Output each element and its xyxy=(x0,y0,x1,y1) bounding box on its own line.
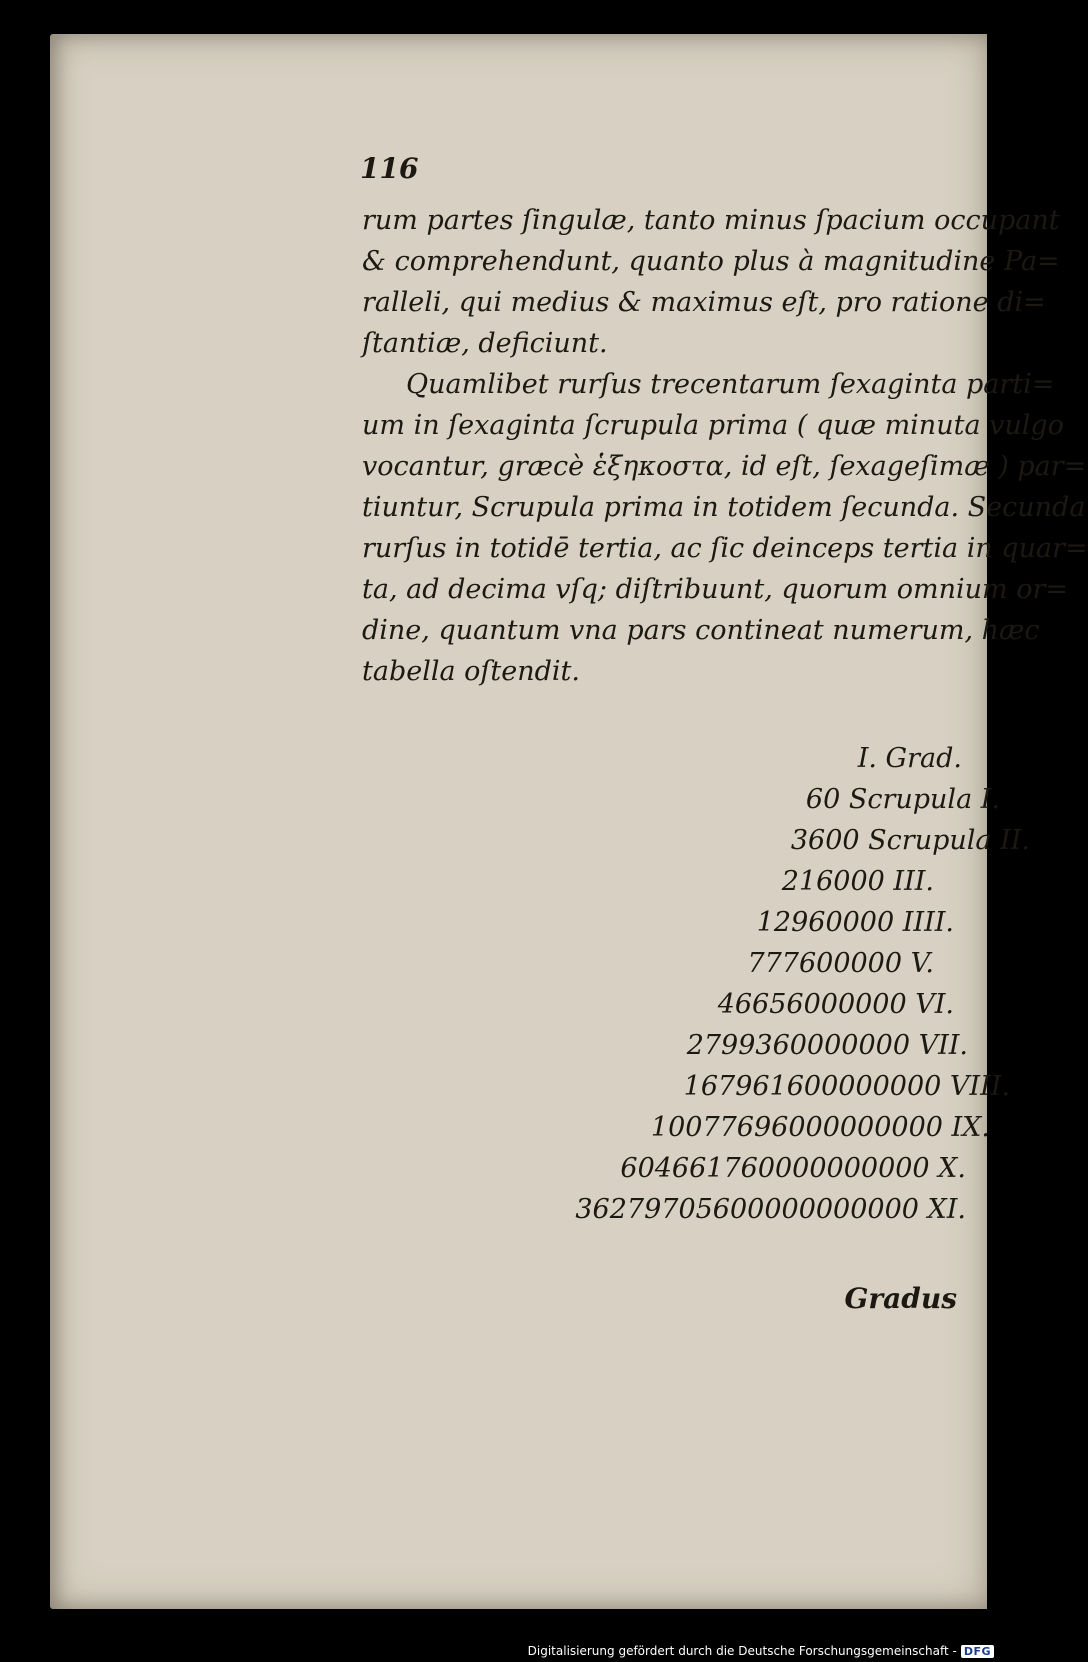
text-line: rum partes ſingulæ, tanto minus ſpacium occupant xyxy=(362,205,1060,236)
footer-credit xyxy=(528,1644,994,1658)
text-line: ſtantiæ, deficiunt. xyxy=(362,328,608,359)
table-row: 36279705600000000000 XI. xyxy=(575,1194,966,1225)
text-line: ta, ad decima vſq; diſtribuunt, quorum omnium or= xyxy=(362,574,1069,605)
table-row: 2799360000000 VII. xyxy=(686,1030,968,1061)
division-table xyxy=(570,738,1030,1230)
table-row: 10077696000000000 IX. xyxy=(650,1112,990,1143)
table-row: 167961600000000 VIII. xyxy=(683,1071,1010,1102)
table-row: 3600 Scrupula II. xyxy=(790,825,1030,856)
footer-text: Digitalisierung gefördert durch die Deutsche Forschungsgemeinschaft - xyxy=(527,1644,957,1658)
table-row: 60 Scrupula I. xyxy=(805,784,1000,815)
body-text xyxy=(362,200,1088,692)
catchword: Gradus xyxy=(844,1282,957,1315)
text-line: ralleli, qui medius & maximus eſt, pro ratione di= xyxy=(362,287,1046,318)
text-line: vocantur, græcè ἑξηκοστα, id eſt, ſexageſimæ ) par= xyxy=(362,451,1087,482)
text-line: Quamlibet rurſus trecentarum ſexaginta parti= xyxy=(406,369,1055,400)
table-row: 216000 III. xyxy=(781,866,934,897)
text-line: tiuntur, Scrupula prima in totidem ſecunda. Secunda xyxy=(362,492,1086,523)
table-row: I. Grad. xyxy=(857,743,962,774)
text-line: & comprehendunt, quanto plus à magnitudine Pa= xyxy=(362,246,1060,277)
dfg-logo: DFG xyxy=(961,1645,994,1658)
text-line: um in ſexaginta ſcrupula prima ( quæ minuta vulgo xyxy=(362,410,1064,441)
table-row: 777600000 V. xyxy=(747,948,934,979)
text-line: tabella oſtendit. xyxy=(362,656,580,687)
text-line: rurſus in totidē tertia, ac ſic deinceps tertia in quar= xyxy=(362,533,1088,564)
table-row: 604661760000000000 X. xyxy=(620,1153,966,1184)
table-row: 12960000 IIII. xyxy=(756,907,954,938)
page-number: 116 xyxy=(360,152,419,185)
book-page xyxy=(50,34,1088,1609)
table-row: 46656000000 VI. xyxy=(717,989,954,1020)
text-line: dine, quantum vna pars contineat numerum, hæc xyxy=(362,615,1040,646)
